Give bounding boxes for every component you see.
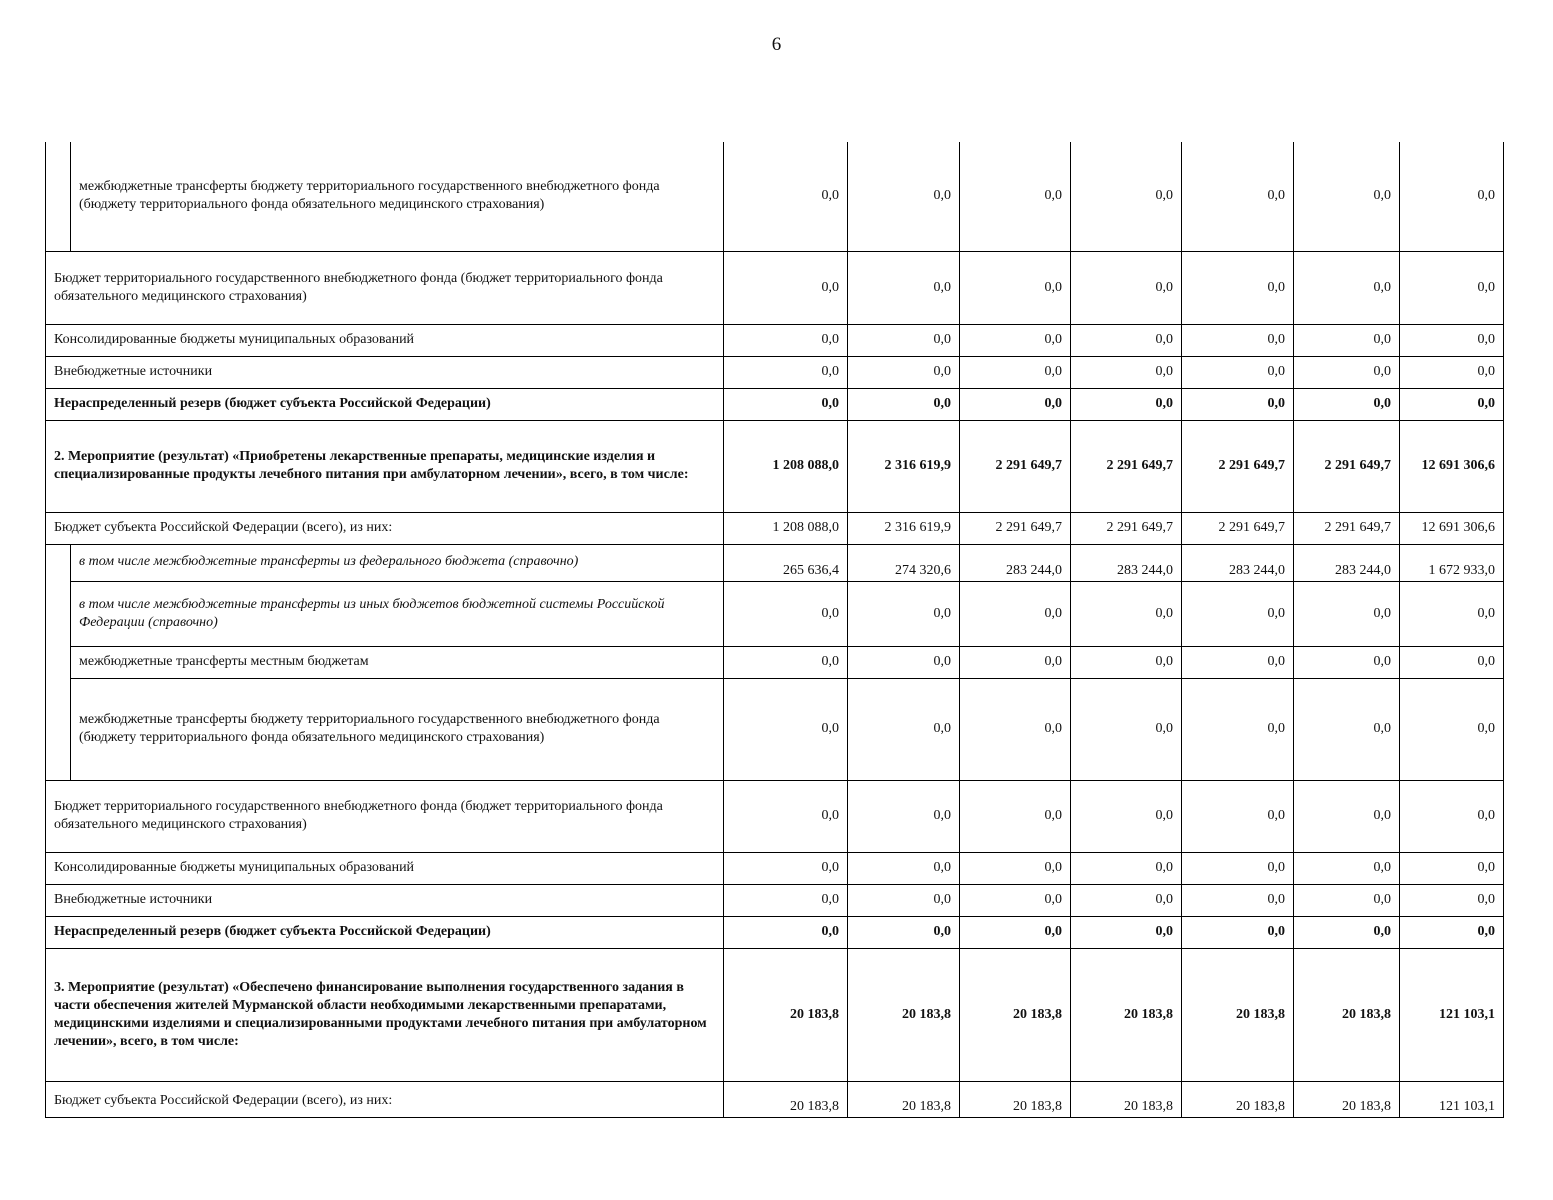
value-cell: 1 672 933,0 [1400, 544, 1504, 581]
value-cell: 0,0 [1294, 324, 1400, 356]
value-cell: 0,0 [1182, 324, 1294, 356]
value-cell: 274 320,6 [848, 544, 960, 581]
value-cell: 0,0 [1071, 581, 1182, 646]
value-cell: 0,0 [848, 324, 960, 356]
value-cell: 0,0 [1071, 356, 1182, 388]
value-cell: 1 208 088,0 [724, 420, 848, 512]
value-cell: 0,0 [960, 916, 1071, 948]
value-cell: 0,0 [724, 356, 848, 388]
value-cell: 0,0 [1182, 142, 1294, 251]
value-cell: 0,0 [724, 251, 848, 324]
value-cell: 121 103,1 [1400, 948, 1504, 1081]
row-label: в том числе межбюджетные трансферты из иных бюджетов бюджетной системы Российской Федерации (справочно) [71, 581, 724, 646]
value-cell: 20 183,8 [724, 1081, 848, 1117]
value-cell: 0,0 [1182, 356, 1294, 388]
value-cell: 0,0 [848, 884, 960, 916]
value-cell: 0,0 [1071, 324, 1182, 356]
value-cell: 0,0 [848, 356, 960, 388]
value-cell: 0,0 [1400, 356, 1504, 388]
table-row [46, 142, 1504, 251]
table-row [46, 884, 1504, 916]
value-cell: 12 691 306,6 [1400, 420, 1504, 512]
value-cell: 2 291 649,7 [1294, 512, 1400, 544]
value-cell: 0,0 [960, 251, 1071, 324]
value-cell: 2 291 649,7 [1182, 420, 1294, 512]
value-cell: 0,0 [848, 388, 960, 420]
row-label: Бюджет субъекта Российской Федерации (всего), из них: [46, 1081, 724, 1117]
value-cell: 0,0 [1294, 678, 1400, 780]
value-cell: 0,0 [1294, 388, 1400, 420]
value-cell: 0,0 [724, 388, 848, 420]
indent-cell [46, 581, 71, 646]
value-cell: 0,0 [1400, 388, 1504, 420]
value-cell: 0,0 [1182, 388, 1294, 420]
value-cell: 1 208 088,0 [724, 512, 848, 544]
value-cell: 0,0 [1294, 251, 1400, 324]
value-cell: 0,0 [1071, 780, 1182, 852]
value-cell: 20 183,8 [960, 948, 1071, 1081]
table-row [46, 544, 1504, 581]
value-cell: 0,0 [1400, 852, 1504, 884]
value-cell: 0,0 [1400, 646, 1504, 678]
indent-cell [46, 646, 71, 678]
value-cell: 20 183,8 [1071, 948, 1182, 1081]
value-cell: 0,0 [960, 678, 1071, 780]
value-cell: 0,0 [1294, 356, 1400, 388]
value-cell: 0,0 [724, 852, 848, 884]
value-cell: 0,0 [1182, 780, 1294, 852]
value-cell: 2 291 649,7 [960, 420, 1071, 512]
value-cell: 0,0 [1182, 884, 1294, 916]
row-label: межбюджетные трансферты бюджету территориального государственного внебюджетного фонда (бюджету территориального фонда обязательного медицинского страхования) [71, 142, 724, 251]
value-cell: 0,0 [1400, 324, 1504, 356]
row-label: Консолидированные бюджеты муниципальных образований [46, 324, 724, 356]
value-cell: 265 636,4 [724, 544, 848, 581]
value-cell: 0,0 [1182, 916, 1294, 948]
value-cell: 0,0 [1071, 916, 1182, 948]
table-row [46, 388, 1504, 420]
value-cell: 2 316 619,9 [848, 420, 960, 512]
value-cell: 0,0 [1182, 581, 1294, 646]
value-cell: 0,0 [1400, 780, 1504, 852]
value-cell: 2 291 649,7 [1294, 420, 1400, 512]
row-label: Бюджет субъекта Российской Федерации (всего), из них: [46, 512, 724, 544]
value-cell: 0,0 [1071, 388, 1182, 420]
value-cell: 283 244,0 [1071, 544, 1182, 581]
value-cell: 0,0 [1400, 678, 1504, 780]
value-cell: 0,0 [960, 780, 1071, 852]
value-cell: 0,0 [1182, 852, 1294, 884]
value-cell: 0,0 [848, 678, 960, 780]
row-label: 3. Мероприятие (результат) «Обеспечено финансирование выполнения государственного задания в части обеспечения жителей Мурманской области необходимыми лекарственными препаратами, медицинскими изделиями и специализированными продуктами лечебного питания при амбулаторном лечении», всего, в том числе: [46, 948, 724, 1081]
value-cell: 0,0 [1400, 251, 1504, 324]
value-cell: 0,0 [848, 852, 960, 884]
value-cell: 2 316 619,9 [848, 512, 960, 544]
value-cell: 0,0 [724, 142, 848, 251]
value-cell: 121 103,1 [1400, 1081, 1504, 1117]
value-cell: 0,0 [1294, 142, 1400, 251]
value-cell: 0,0 [724, 581, 848, 646]
value-cell: 2 291 649,7 [1071, 420, 1182, 512]
value-cell: 0,0 [848, 646, 960, 678]
indent-cell [46, 544, 71, 581]
row-label: Консолидированные бюджеты муниципальных образований [46, 852, 724, 884]
value-cell: 0,0 [960, 884, 1071, 916]
table-row [46, 581, 1504, 646]
value-cell: 0,0 [724, 884, 848, 916]
value-cell: 0,0 [1182, 678, 1294, 780]
value-cell: 0,0 [1294, 884, 1400, 916]
value-cell: 0,0 [960, 356, 1071, 388]
value-cell: 0,0 [724, 324, 848, 356]
value-cell: 20 183,8 [1294, 1081, 1400, 1117]
value-cell: 20 183,8 [724, 948, 848, 1081]
value-cell: 0,0 [960, 646, 1071, 678]
value-cell: 0,0 [960, 388, 1071, 420]
value-cell: 283 244,0 [1294, 544, 1400, 581]
value-cell: 0,0 [960, 324, 1071, 356]
table-row [46, 356, 1504, 388]
value-cell: 0,0 [1071, 251, 1182, 324]
table-row [46, 420, 1504, 512]
value-cell: 0,0 [1182, 646, 1294, 678]
row-label: межбюджетные трансферты местным бюджетам [71, 646, 724, 678]
row-label: Внебюджетные источники [46, 884, 724, 916]
value-cell: 0,0 [848, 251, 960, 324]
row-label: Бюджет территориального государственного внебюджетного фонда (бюджет территориального фонда обязательного медицинского страхования) [46, 251, 724, 324]
value-cell: 0,0 [1294, 646, 1400, 678]
value-cell: 20 183,8 [1071, 1081, 1182, 1117]
value-cell: 0,0 [960, 142, 1071, 251]
row-label: 2. Мероприятие (результат) «Приобретены лекарственные препараты, медицинские изделия и специализированные продукты лечебного питания при амбулаторном лечении», всего, в том числе: [46, 420, 724, 512]
value-cell: 0,0 [848, 581, 960, 646]
value-cell: 20 183,8 [960, 1081, 1071, 1117]
table-row [46, 916, 1504, 948]
value-cell: 0,0 [1294, 852, 1400, 884]
value-cell: 0,0 [960, 581, 1071, 646]
value-cell: 20 183,8 [1182, 1081, 1294, 1117]
table-row [46, 678, 1504, 780]
row-label: Нераспределенный резерв (бюджет субъекта Российской Федерации) [46, 916, 724, 948]
value-cell: 20 183,8 [848, 1081, 960, 1117]
value-cell: 0,0 [1071, 678, 1182, 780]
indent-cell [46, 142, 71, 251]
row-label: в том числе межбюджетные трансферты из федерального бюджета (справочно) [71, 544, 724, 581]
value-cell: 0,0 [1071, 646, 1182, 678]
value-cell: 0,0 [1182, 251, 1294, 324]
value-cell: 0,0 [1400, 142, 1504, 251]
value-cell: 0,0 [1294, 780, 1400, 852]
table-row [46, 852, 1504, 884]
table-row [46, 1081, 1504, 1117]
value-cell: 0,0 [1071, 884, 1182, 916]
value-cell: 0,0 [1071, 852, 1182, 884]
value-cell: 0,0 [1400, 581, 1504, 646]
value-cell: 0,0 [848, 916, 960, 948]
page-number: 6 [771, 34, 782, 55]
value-cell: 0,0 [1400, 884, 1504, 916]
table-row [46, 780, 1504, 852]
budget-table [45, 142, 1504, 1118]
value-cell: 20 183,8 [848, 948, 960, 1081]
row-label: Бюджет территориального государственного внебюджетного фонда (бюджет территориального фонда обязательного медицинского страхования) [46, 780, 724, 852]
value-cell: 20 183,8 [1294, 948, 1400, 1081]
value-cell: 2 291 649,7 [960, 512, 1071, 544]
value-cell: 0,0 [724, 646, 848, 678]
value-cell: 0,0 [960, 852, 1071, 884]
value-cell: 20 183,8 [1182, 948, 1294, 1081]
table-row [46, 324, 1504, 356]
row-label: Внебюджетные источники [46, 356, 724, 388]
value-cell: 0,0 [1294, 916, 1400, 948]
table-row [46, 251, 1504, 324]
value-cell: 0,0 [1294, 581, 1400, 646]
value-cell: 12 691 306,6 [1400, 512, 1504, 544]
row-label: Нераспределенный резерв (бюджет субъекта Российской Федерации) [46, 388, 724, 420]
value-cell: 283 244,0 [1182, 544, 1294, 581]
row-label: межбюджетные трансферты бюджету территориального государственного внебюджетного фонда (бюджету территориального фонда обязательного медицинского страхования) [71, 678, 724, 780]
table-row [46, 512, 1504, 544]
table-row [46, 948, 1504, 1081]
value-cell: 0,0 [1400, 916, 1504, 948]
value-cell: 2 291 649,7 [1071, 512, 1182, 544]
value-cell: 0,0 [724, 916, 848, 948]
value-cell: 0,0 [724, 780, 848, 852]
value-cell: 2 291 649,7 [1182, 512, 1294, 544]
value-cell: 0,0 [848, 780, 960, 852]
value-cell: 0,0 [848, 142, 960, 251]
value-cell: 0,0 [1071, 142, 1182, 251]
table-row [46, 646, 1504, 678]
value-cell: 0,0 [724, 678, 848, 780]
indent-cell [46, 678, 71, 780]
value-cell: 283 244,0 [960, 544, 1071, 581]
